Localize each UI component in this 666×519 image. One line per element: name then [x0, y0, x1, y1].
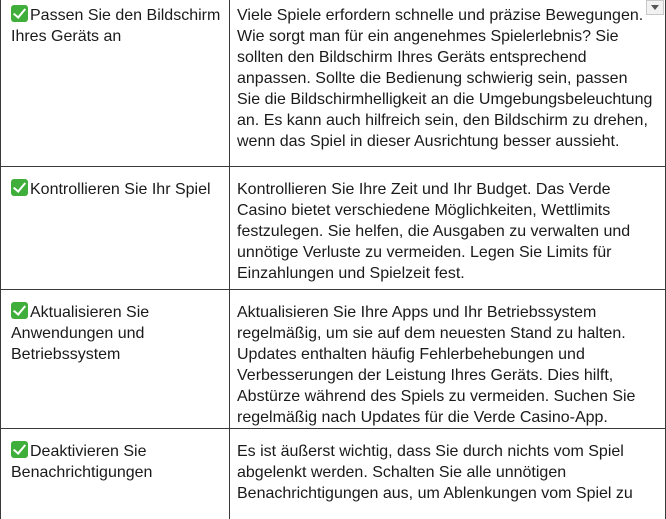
tip-label: Deaktivieren Sie Benachrichtigungen: [11, 443, 153, 481]
check-mark-icon: [11, 441, 28, 458]
tip-label: Aktualisieren Sie Anwendungen und Betriebssystem: [11, 304, 150, 363]
tip-label-cell: [1, 0, 230, 167]
tip-label-cell: [1, 167, 230, 290]
tip-text-cell: [230, 0, 666, 167]
chevron-down-icon[interactable]: [646, 0, 664, 15]
table-row: [1, 0, 666, 167]
check-mark-icon: [11, 179, 28, 196]
tip-label: Kontrollieren Sie Ihr Spiel: [30, 181, 211, 198]
tip-text: Viele Spiele erfordern schnelle und präzise Bewegungen. Wie sorgt man für ein angenehmes Spielerlebnis? Sie sollten den Bildschirm Ihres Geräts entsprechend anpassen. Sollte die Bedienung schwierig sein, passen Sie die Bildschirmhelligkeit an die Umgebungsbeleuchtung an. Es kann auch hilfreich sein, den Bildschirm zu drehen, wenn das Spiel in dieser Ausrichtung besser aussieht.: [237, 7, 653, 150]
tip-label-cell: [1, 290, 230, 429]
check-mark-icon: [11, 302, 28, 319]
tip-text-cell: [230, 290, 666, 429]
table-row: [1, 167, 666, 290]
check-mark-icon: [11, 5, 28, 22]
tip-label-cell: [1, 429, 230, 519]
table-row: [1, 290, 666, 429]
tip-text: Es ist äußerst wichtig, dass Sie durch nichts vom Spiel abgelenkt werden. Schalten Sie alle unnötigen Benachrichtigungen aus, um Ablenkungen vom Spiel zu: [237, 443, 633, 502]
table-row: [1, 429, 666, 519]
tip-text: Kontrollieren Sie Ihre Zeit und Ihr Budget. Das Verde Casino bietet verschiedene Möglichkeiten, Wettlimits festzulegen. Sie helfen, die Ausgaben zu verwalten und unnötige Verluste zu vermeiden. Legen Sie Limits für Einzahlungen und Spielzeit fest.: [237, 181, 631, 282]
tip-text: Aktualisieren Sie Ihre Apps und Ihr Betriebssystem regelmäßig, um sie auf dem neuesten Stand zu halten. Updates enthalten häufig Fehlerbehebungen und Verbesserungen der Leistung Ihres Geräts. Dies hilft, Abstürze während des Spiels zu vermeiden. Suchen Sie regelmäßig nach Updates für die Verde Casino-App.: [237, 304, 636, 426]
tip-text-cell: [230, 167, 666, 290]
tip-text-cell: [230, 429, 666, 519]
tip-label: Passen Sie den Bildschirm Ihres Geräts an: [11, 7, 221, 45]
